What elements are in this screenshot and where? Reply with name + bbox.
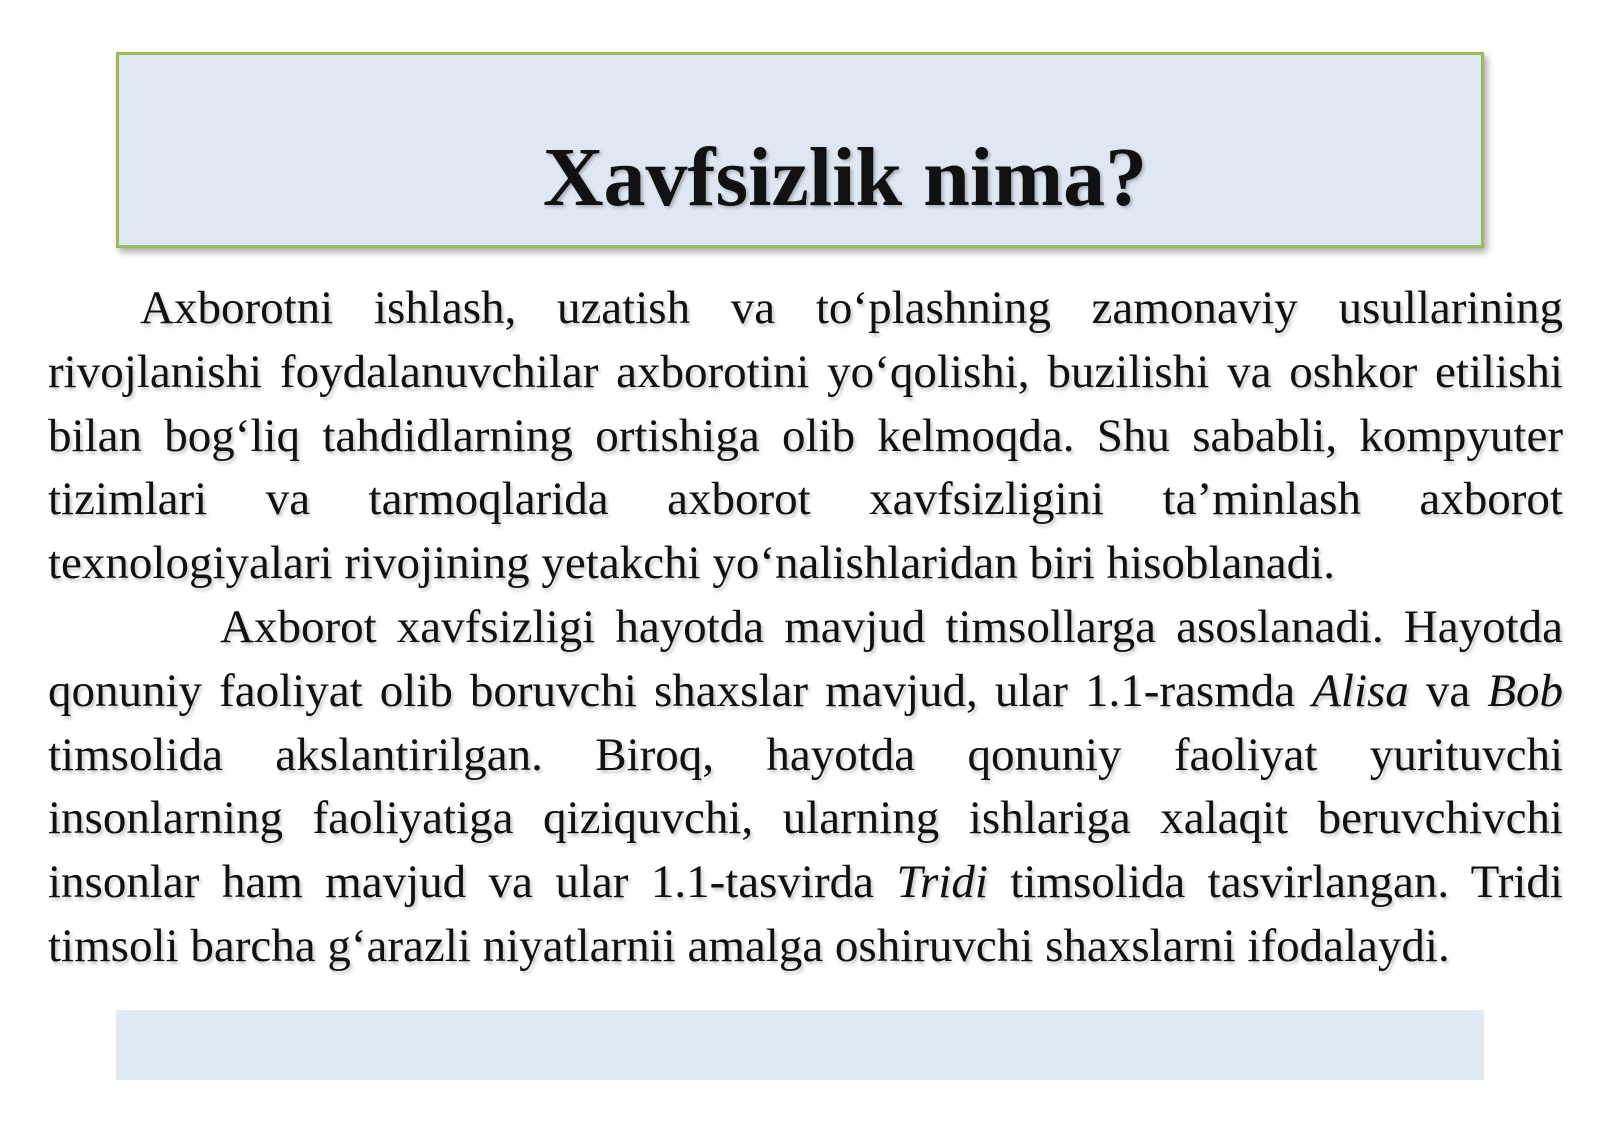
paragraph-1: Axborotni ishlash, uzatish va to‘plashning zamonaviy usullarining rivojlanishi foydalanuvchilar axborotini yo‘qolishi, buzilishi va oshkor etilishi bilan bog‘liq tahdidlarning ortishiga olib kelmoqda. Shu sababli, kompyuter tizimlari va tarmoqlarida axborot xavfsizligini ta’minlash axborot texnologiyalari rivojining yetakchi yo‘nalishlaridan biri hisoblanadi. — [48, 282, 1563, 590]
paragraph-2-text-3: timsolida akslantirilgan. Biroq, hayotda qonuniy faoliyat yurituvchi insonlarning faoliyatiga qiziquvchi, ularning ishlariga xalaqit beruvchivchi insonlar ham mavjud va ular 1.1-tasvirda — [48, 728, 1563, 909]
name-bob: Bob — [1487, 664, 1563, 717]
slide-title: Xavfsizlik nima? — [542, 131, 1148, 224]
paragraph-2-text-1: Axborot xavfsizligi hayotda mavjud timsollarga asoslanadi. Hayotda qonuniy faoliyat olib boruvchi shaxslar mavjud, ular 1.1-rasmda — [48, 600, 1563, 717]
body-text — [48, 277, 1563, 979]
decorative-band — [116, 1010, 1484, 1080]
paragraph-2 — [48, 596, 1563, 979]
paragraph-2-text-2: va — [1408, 664, 1488, 717]
name-alisa: Alisa — [1312, 664, 1409, 717]
paragraph-2-text-4: timsolida tasvirlangan. Tridi timsoli barcha g‘arazli niyatlarnii amalga oshiruvchi shaxslarni ifodalaydi. — [48, 856, 1563, 972]
name-tridi: Tridi — [896, 856, 988, 909]
